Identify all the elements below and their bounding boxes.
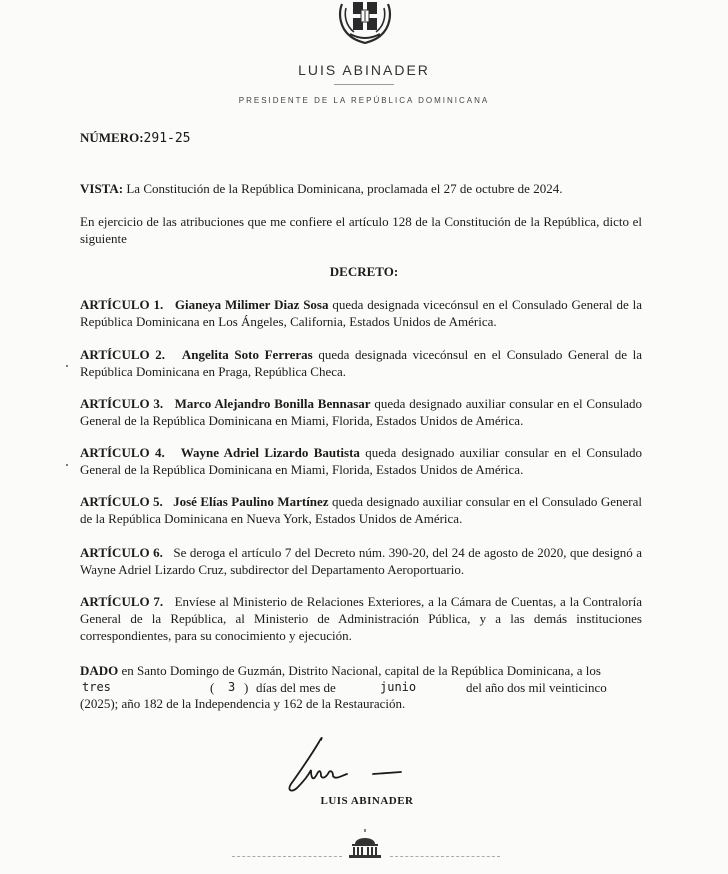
dado-line-2 [80, 680, 642, 697]
header-name: LUIS ABINADER [298, 62, 430, 78]
dado-text: en Santo Domingo de Guzmán, Distrito Nacional, capital de la República Dominicana, a los [118, 663, 601, 678]
article-label: ARTÍCULO 5. [80, 494, 163, 509]
article-label: ARTÍCULO 4. [80, 445, 165, 460]
article-label: ARTÍCULO 2. [80, 347, 165, 362]
vista-text: La Constitución de la República Dominicana, proclamada el 27 de octubre de 2024. [123, 181, 563, 196]
article-person: Marco Alejandro Bonilla Bennasar [174, 396, 371, 411]
article-text: queda designado auxiliar consular en el Consulado General de la República Dominicana en Miami, Florida, Estados Unidos de América. [80, 396, 643, 428]
day-words: tres [82, 680, 111, 694]
dado-label: DADO [80, 663, 119, 678]
header-title: PRESIDENTE DE LA REPÚBLICA DOMINICANA [238, 96, 490, 105]
article-1 [80, 296, 642, 330]
article-2 [80, 346, 642, 380]
article-6 [80, 544, 642, 578]
header-divider [334, 84, 394, 85]
dado-line-3: (2025); año 182 de la Independencia y 162 de la Restauración. [80, 696, 406, 711]
article-5 [80, 493, 642, 527]
article-text: queda designado auxiliar consular en el Consulado General de la República Dominicana en Nueva York, Estados Unidos de América. [80, 494, 642, 526]
article-label: ARTÍCULO 1. [80, 297, 164, 312]
article-person: Gianeya Milimer Diaz Sosa [174, 297, 329, 312]
article-text: Envíese al Ministerio de Relaciones Exteriores, a la Cámara de Cuentas, a la Contraloría General de la República, al Ministerio de Administración Pública, y a las demás instituciones correspondientes, para su conocimiento y ejecución. [80, 594, 643, 643]
decree-number-label: NÚMERO: [80, 130, 144, 145]
footer-divider-left [232, 856, 342, 857]
vista-paragraph [80, 180, 642, 197]
article-4 [80, 444, 642, 478]
article-person: Angelita Soto Ferreras [181, 347, 313, 362]
decree-number [80, 130, 191, 146]
article-text: Se deroga el artículo 7 del Decreto núm. 390-20, del 24 de agosto de 2020, que designó a Wayne Adriel Lizardo Cruz, subdirector del Departamento Aeroportuario. [80, 545, 643, 577]
scan-speck [66, 464, 68, 466]
ejercicio-paragraph: En ejercicio de las atribuciones que me confiere el artículo 128 de la Constitución de la República, dicto el siguiente [80, 214, 642, 246]
article-label: ARTÍCULO 3. [80, 396, 164, 411]
footer-divider-right [390, 856, 500, 857]
article-person: José Elías Paulino Martínez [173, 494, 329, 509]
dado-line-1 [80, 662, 642, 679]
article-text: queda designada vicecónsul en el Consulado General de la República Dominicana en Los Ángeles, California, Estados Unidos de América. [80, 297, 643, 329]
year-text: del año dos mil veinticinco [466, 680, 607, 695]
scan-speck [66, 365, 68, 367]
day-open-paren: ( [210, 680, 215, 695]
article-text: queda designada vicecónsul en el Consulado General de la República Dominicana en Praga, República Checa. [80, 347, 643, 379]
vista-label: VISTA: [80, 181, 124, 196]
article-label: ARTÍCULO 6. [80, 545, 163, 560]
signature-name: LUIS ABINADER [320, 795, 414, 807]
article-3 [80, 395, 642, 429]
decreto-heading: DECRETO: [329, 264, 399, 279]
article-person: Wayne Adriel Lizardo Bautista [180, 445, 360, 460]
article-label: ARTÍCULO 7. [80, 594, 164, 609]
article-7 [80, 593, 642, 644]
decree-number-value: 291-25 [143, 131, 191, 146]
article-text: queda designado auxiliar consular en el Consulado General de la República Dominicana en Miami, Florida, Estados Unidos de América. [80, 445, 643, 477]
palace-icon [346, 826, 384, 860]
coat-of-arms-icon [336, 0, 394, 44]
days-text: días del mes de [256, 680, 336, 695]
day-number: 3 [228, 680, 236, 694]
signature-image [275, 730, 415, 795]
day-close-paren: ) [244, 680, 249, 695]
month: junio [380, 680, 417, 694]
